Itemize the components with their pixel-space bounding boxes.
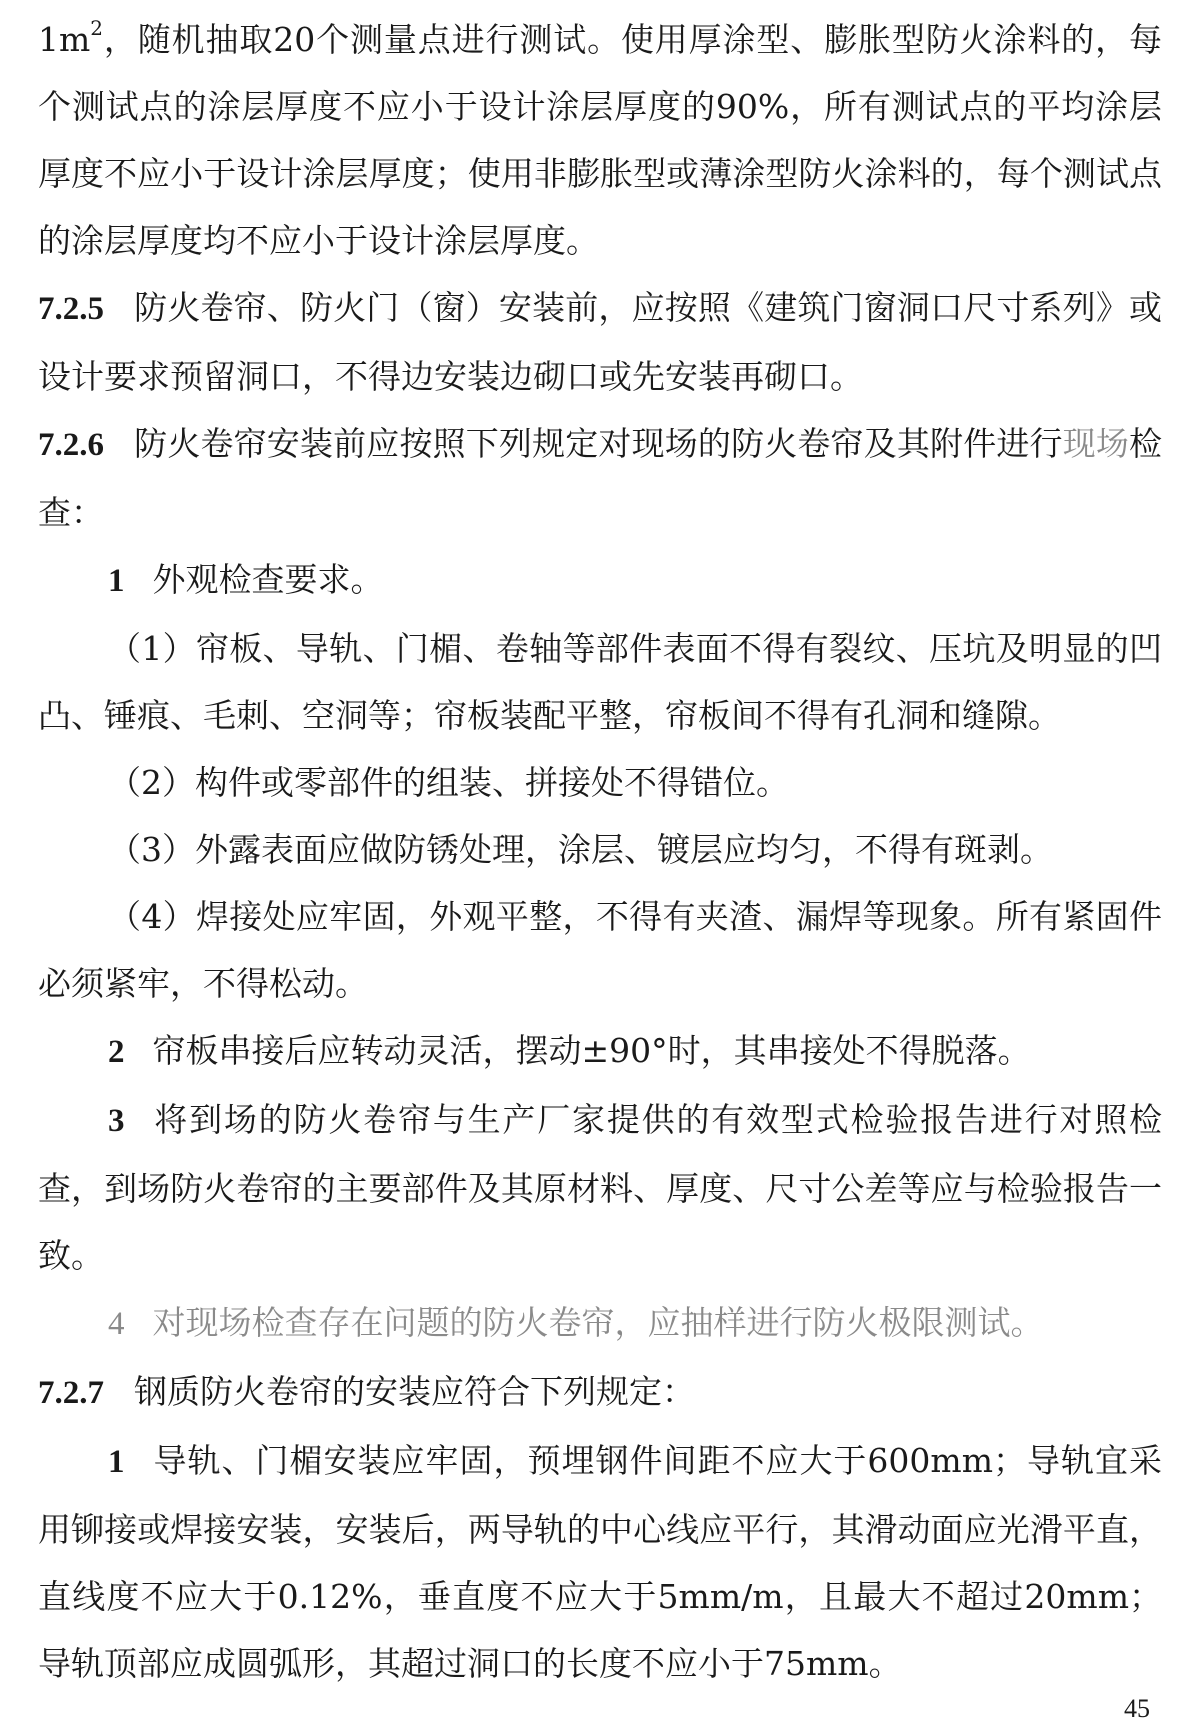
item-text: 将到场的防火卷帘与生产厂家提供的有效型式检验报告进行对照检查，到场防火卷帘的主要部件及其原材料、厚度、尺寸公差等应与检验报告一致。 — [38, 1100, 1162, 1275]
sub-item-text: （4）焊接处应牢固，外观平整，不得有夹渣、漏焊等现象。所有紧固件必须紧牢，不得松动。 — [38, 897, 1162, 1003]
item-1 — [38, 546, 1162, 615]
clause-text-faded: 现场 — [1062, 424, 1130, 463]
page-number: 45 — [1124, 1694, 1150, 1723]
sub-item-text: （2）构件或零部件的组装、拼接处不得错位。 — [108, 763, 789, 802]
item-number: 4 — [108, 1306, 125, 1342]
item-2 — [38, 1017, 1162, 1086]
sub-item-1 — [38, 615, 1162, 749]
item-number: 1 — [108, 1444, 125, 1480]
item-text: 对现场检查存在问题的防火卷帘，应抽样进行防火极限测试。 — [152, 1303, 1044, 1342]
clause-text: 防火卷帘安装前应按照下列规定对现场的防火卷帘及其附件进行 — [134, 424, 1063, 463]
clause-text: 防火卷帘、防火门（窗）安装前，应按照《建筑门窗洞口尺寸系列》或设计要求预留洞口，不得边安装边砌口或先安装再砌口。 — [38, 288, 1162, 396]
item-text: 外观检查要求。 — [152, 560, 384, 599]
item-number: 2 — [108, 1034, 125, 1070]
clause-7-2-6 — [38, 410, 1162, 546]
sub-item-text: （1）帘板、导轨、门楣、卷轴等部件表面不得有裂纹、压坑及明显的凹凸、锤痕、毛刺、空洞等；帘板装配平整，帘板间不得有孔洞和缝隙。 — [38, 629, 1162, 735]
item-text: 帘板串接后应转动灵活，摆动±90°时，其串接处不得脱落。 — [152, 1031, 1031, 1070]
item-4 — [38, 1289, 1162, 1358]
clause-number: 7.2.6 — [38, 427, 104, 463]
sub-item-3 — [38, 816, 1162, 883]
continued-text: ，随机抽取20个测量点进行测试。使用厚涂型、膨胀型防火涂料的，每个测试点的涂层厚度不应小于设计涂层厚度的90%，所有测试点的平均涂层厚度不应小于设计涂层厚度；使用非膨胀型或薄涂型防火涂料的，每个测试点的涂层厚度均不应小于设计涂层厚度。 — [38, 20, 1162, 260]
continued-paragraph — [38, 6, 1162, 274]
clause-number: 7.2.5 — [38, 291, 104, 327]
item-text: 导轨、门楣安装应牢固，预埋钢件间距不应大于600mm；导轨宜采用铆接或焊接安装，安装后，两导轨的中心线应平行，其滑动面应光滑平直，直线度不应大于0.12%，垂直度不应大于5mm/m，且最大不超过20mm；导轨顶部应成圆弧形，其超过洞口的长度不应小于75mm。 — [38, 1441, 1162, 1683]
item-3 — [38, 1086, 1162, 1289]
clause-text-end: 检查： — [38, 424, 1163, 532]
clause-7-2-5 — [38, 274, 1162, 410]
item-number: 1 — [108, 563, 125, 599]
unit-text: 1m — [38, 20, 91, 59]
item-number: 3 — [108, 1103, 125, 1139]
unit-superscript: 2 — [90, 16, 104, 40]
clause-number: 7.2.7 — [38, 1375, 104, 1411]
sub-item-4 — [38, 883, 1162, 1017]
sub-item-2 — [38, 749, 1162, 816]
clause-7-2-7 — [38, 1358, 1162, 1427]
item-1-steel — [38, 1427, 1162, 1697]
clause-text: 钢质防火卷帘的安装应符合下列规定： — [134, 1372, 695, 1411]
sub-item-text: （3）外露表面应做防锈处理，涂层、镀层应均匀，不得有斑剥。 — [108, 830, 1053, 869]
document-body — [38, 0, 1162, 1697]
